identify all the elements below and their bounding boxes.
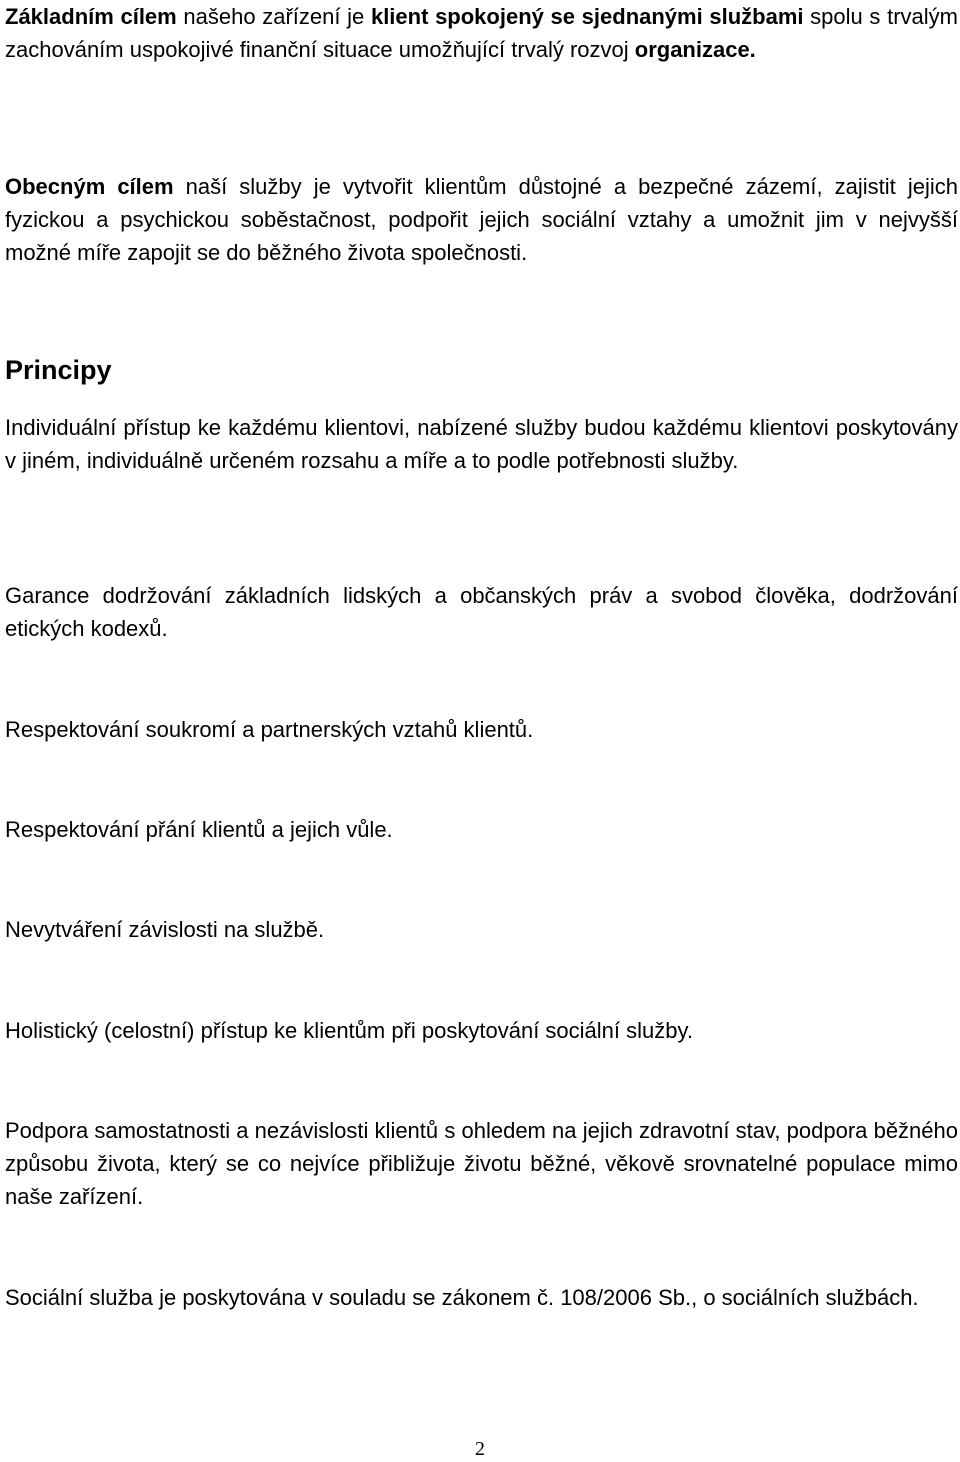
principle-paragraph: Sociální služba je poskytována v souladu se zákonem č. 108/2006 Sb., o sociálních službách.: [5, 1285, 919, 1310]
goal-paragraph: [5, 0, 958, 66]
principle-paragraph: Respektování přání klientů a jejich vůle.: [5, 817, 393, 842]
principle-paragraph: Individuální přístup ke každému klientovi, nabízené služby budou každému klientovi poskytovány v jiném, individuálně určeném rozsahu a míře a to podle potřebnosti služby.: [5, 415, 958, 473]
general-goal-lead: Obecným cílem: [5, 174, 174, 199]
general-goal-paragraph: [5, 170, 958, 269]
section-heading: Principy: [5, 355, 112, 385]
goal-bold-b: klient spokojený se sjednanými službami: [370, 4, 804, 29]
goal-bold-d: organizace.: [634, 37, 756, 62]
principle-paragraph: Respektování soukromí a partnerských vztahů klientů.: [5, 717, 534, 742]
principle-paragraph: Holistický (celostní) přístup ke klientům při poskytování sociální služby.: [5, 1018, 693, 1043]
principle-paragraph: Garance dodržování základních lidských a občanských práv a svobod člověka, dodržování etických kodexů.: [5, 583, 958, 641]
general-goal-text: naší služby je vytvořit klientům důstojné a bezpečné zázemí, zajistit jejich fyzickou a psychickou soběstačnost, podpořit jejich sociální vztahy a umožnit jim v nejvyšší možné míře zapojit se do běžného života společnosti.: [5, 174, 958, 265]
principle-paragraph: Podpora samostatnosti a nezávislosti klientů s ohledem na jejich zdravotní stav, podpora běžného způsobu života, který se co nejvíce přibližuje životu běžné, věkově srovnatelné populace mimo naše zařízení.: [5, 1118, 958, 1209]
goal-text-c: spolu s trvalým zachováním uspokojivé finanční situace umožňující trvalý rozvoj: [5, 4, 958, 62]
principle-paragraph: Nevytváření závislosti na službě.: [5, 917, 325, 942]
goal-lead: Základním cílem: [5, 4, 177, 29]
goal-text-a: našeho zařízení je: [176, 4, 371, 29]
page-number: 2: [475, 1438, 485, 1460]
